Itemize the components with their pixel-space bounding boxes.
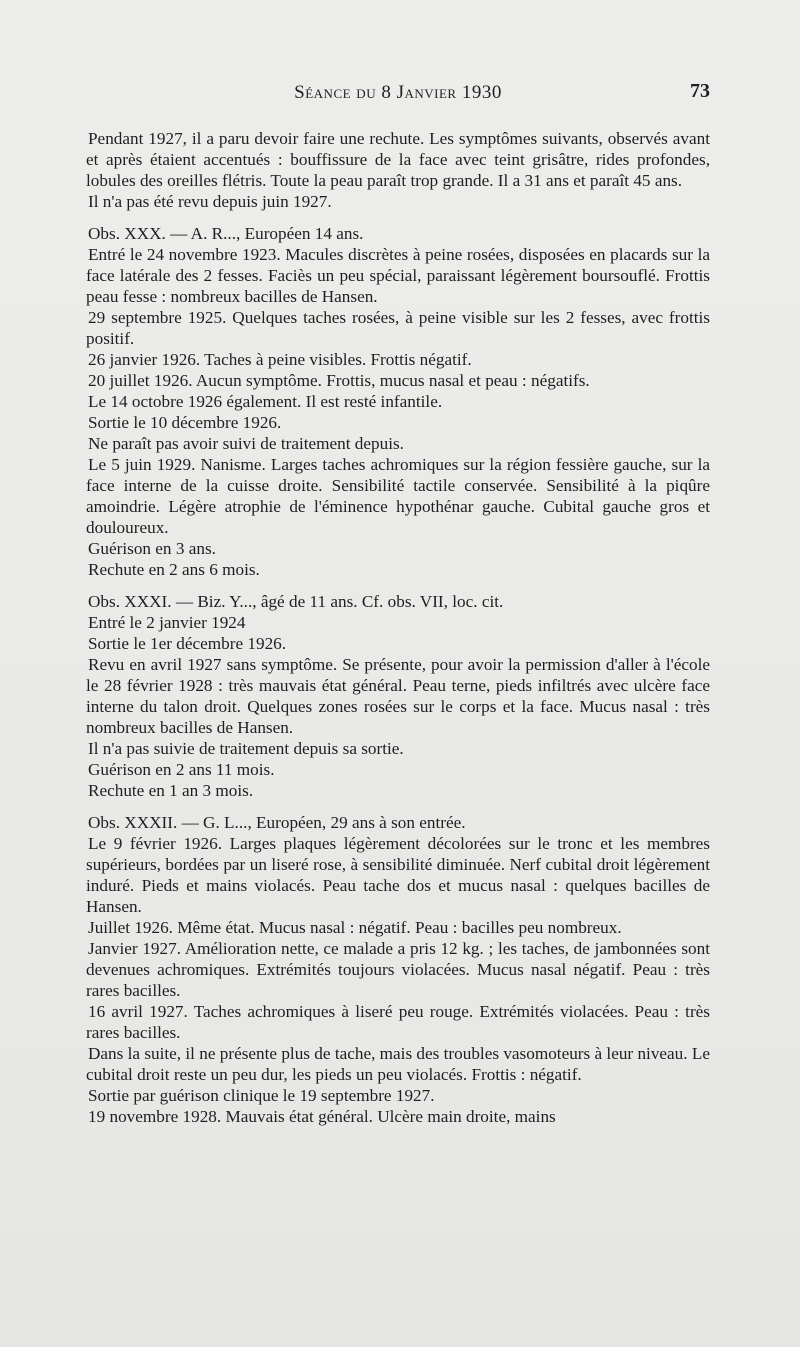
paragraph: Entré le 2 janvier 1924 bbox=[88, 613, 246, 632]
paragraph: Le 14 octobre 1926 également. Il est resté infantile. bbox=[88, 392, 443, 411]
paragraph: Sortie par guérison clinique le 19 septembre 1927. bbox=[88, 1086, 435, 1105]
paragraph: Le 5 juin 1929. Nanisme. Larges taches achromiques sur la région fessière gauche, sur la face interne de la cuisse droite. Sensibilité tactile conservée. Sensibilité à la piqûre amoindrie. Légère atrophie de l'éminence hypothénar gauche. Cubital gauche gros et douloureux. bbox=[86, 455, 710, 537]
paragraph: Dans la suite, il ne présente plus de tache, mais des troubles vasomoteurs à leur niveau. Le cubital droit reste un peu dur, les pieds un peu violacés. Frottis : négatif. bbox=[86, 1044, 710, 1084]
paragraph: 19 novembre 1928. Mauvais état général. Ulcère main droite, mains bbox=[88, 1107, 556, 1126]
body-text bbox=[86, 128, 710, 1127]
paragraph: Guérison en 3 ans. bbox=[88, 539, 216, 558]
paragraph: 16 avril 1927. Taches achromiques à liseré peu rouge. Extrémités violacées. Peau : très rares bacilles. bbox=[86, 1002, 710, 1042]
paragraph: Janvier 1927. Amélioration nette, ce malade a pris 12 kg. ; les taches, de jambonnées sont devenues achromiques. Extrémités toujours violacées. Mucus nasal négatif. Peau : très rares bacilles. bbox=[86, 939, 710, 1000]
page-number: 73 bbox=[690, 80, 710, 102]
paragraph: Sortie le 10 décembre 1926. bbox=[88, 413, 282, 432]
observation-heading: Obs. XXX. — A. R..., Européen 14 ans. bbox=[88, 224, 364, 243]
paragraph: Juillet 1926. Même état. Mucus nasal : négatif. Peau : bacilles peu nombreux. bbox=[88, 918, 622, 937]
paragraph: Guérison en 2 ans 11 mois. bbox=[88, 760, 275, 779]
paragraph: 26 janvier 1926. Taches à peine visibles. Frottis négatif. bbox=[88, 350, 472, 369]
paragraph: Sortie le 1er décembre 1926. bbox=[88, 634, 287, 653]
paragraph: Revu en avril 1927 sans symptôme. Se présente, pour avoir la permission d'aller à l'école le 28 février 1928 : très mauvais état général. Peau terne, pieds infiltrés avec ulcère face interne du talon droit. Quelques zones rosées sur le corps et la face. Mucus nasal : très nombreux bacilles de Hansen. bbox=[86, 655, 710, 737]
page-header bbox=[86, 82, 710, 112]
paragraph: Rechute en 2 ans 6 mois. bbox=[88, 560, 260, 579]
observation-heading: Obs. XXXI. — Biz. Y..., âgé de 11 ans. Cf. obs. VII, loc. cit. bbox=[88, 592, 504, 611]
paragraph: Le 9 février 1926. Larges plaques légèrement décolorées sur le tronc et les membres supérieurs, bordées par un liseré rose, à sensibilité diminuée. Nerf cubital droit légèrement induré. Pieds et mains violacés. Peau tache dos et mucus nasal : quelques bacilles de Hansen. bbox=[86, 834, 710, 916]
paragraph: Rechute en 1 an 3 mois. bbox=[88, 781, 254, 800]
paragraph: Il n'a pas suivie de traitement depuis sa sortie. bbox=[88, 739, 404, 758]
observation-heading: Obs. XXXII. — G. L..., Européen, 29 ans à son entrée. bbox=[88, 813, 466, 832]
paragraph: Il n'a pas été revu depuis juin 1927. bbox=[88, 192, 332, 211]
paragraph: 20 juillet 1926. Aucun symptôme. Frottis, mucus nasal et peau : négatifs. bbox=[88, 371, 590, 390]
paragraph: Entré le 24 novembre 1923. Macules discrètes à peine rosées, disposées en placards sur la face latérale des 2 fesses. Faciès un peu spécial, paraissant légèrement boursouflé. Frottis peau fesse : nombreux bacilles de Hansen. bbox=[86, 245, 710, 306]
paragraph: Pendant 1927, il a paru devoir faire une rechute. Les symptômes suivants, observés avant et après étaient accentués : bouffissure de la face avec teint grisâtre, rides profondes, lobules des oreilles flétris. Toute la peau paraît trop grande. Il a 31 ans et paraît 45 ans. bbox=[86, 129, 710, 190]
running-title: Séance du 8 Janvier 1930 bbox=[294, 82, 502, 103]
paragraph: 29 septembre 1925. Quelques taches rosées, à peine visible sur les 2 fesses, avec frottis positif. bbox=[86, 308, 710, 348]
paragraph: Ne paraît pas avoir suivi de traitement depuis. bbox=[88, 434, 404, 453]
